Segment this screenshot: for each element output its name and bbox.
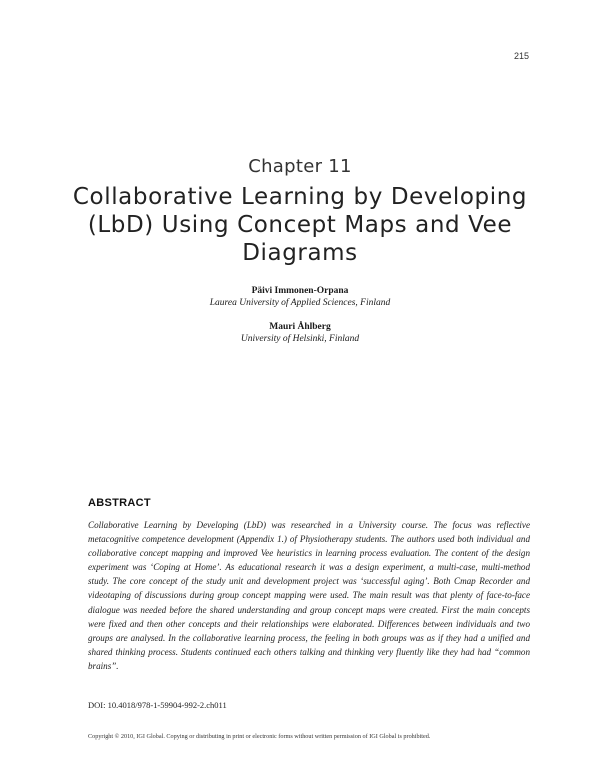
- abstract-heading: ABSTRACT: [88, 497, 151, 509]
- author-affiliation: University of Helsinki, Finland: [240, 334, 360, 344]
- page-number: 215: [513, 51, 529, 61]
- chapter-label: Chapter 11: [248, 156, 352, 177]
- abstract-body: Collaborative Learning by Developing (LbD) was researched in a University course. The focus was reflective metacognitive competence development (Appendix 1.) of Physiotherapy students. The authors used both individual and collaborative concept mapping and improved Vee heuristics in learning process evaluation. The content of the design experiment was ‘Coping at Home’. As educational research it was a design experiment, a multi-case, multi-method study. The core concept of the study unit and development project was ‘successful aging’. Both Cmap Recorder and videotaping of discussions during group concept mapping were used. The main result was that plenty of face-to-face dialogue was needed before the shared understanding and group concept maps were created. First the main concepts were fixed and then other concepts and their relationships were elaborated. Differences between individuals and two groups are analysed. In the collaborative learning process, the feeling in both groups was as if they had a unified and shared thinking process. Students continued each others talking and thinking very fluently like they had had “common brains”.: [88, 520, 530, 671]
- copyright-notice: Copyright © 2010, IGI Global. Copying or distributing in print or electronic forms without written permission of IGI Global is prohibited.: [88, 733, 431, 740]
- author-block-1: [0, 285, 600, 309]
- author-affiliation: Laurea University of Applied Sciences, Finland: [209, 298, 391, 308]
- author-block-2: [0, 321, 600, 345]
- doi: DOI: 10.4018/978-1-59904-992-2.ch011: [88, 700, 227, 710]
- chapter-title: Collaborative Learning by Developing (LbD) Using Concept Maps and Vee Diagrams: [72, 184, 528, 266]
- author-name: Mauri Åhlberg: [269, 322, 331, 332]
- author-name: Päivi Immonen-Orpana: [251, 286, 349, 296]
